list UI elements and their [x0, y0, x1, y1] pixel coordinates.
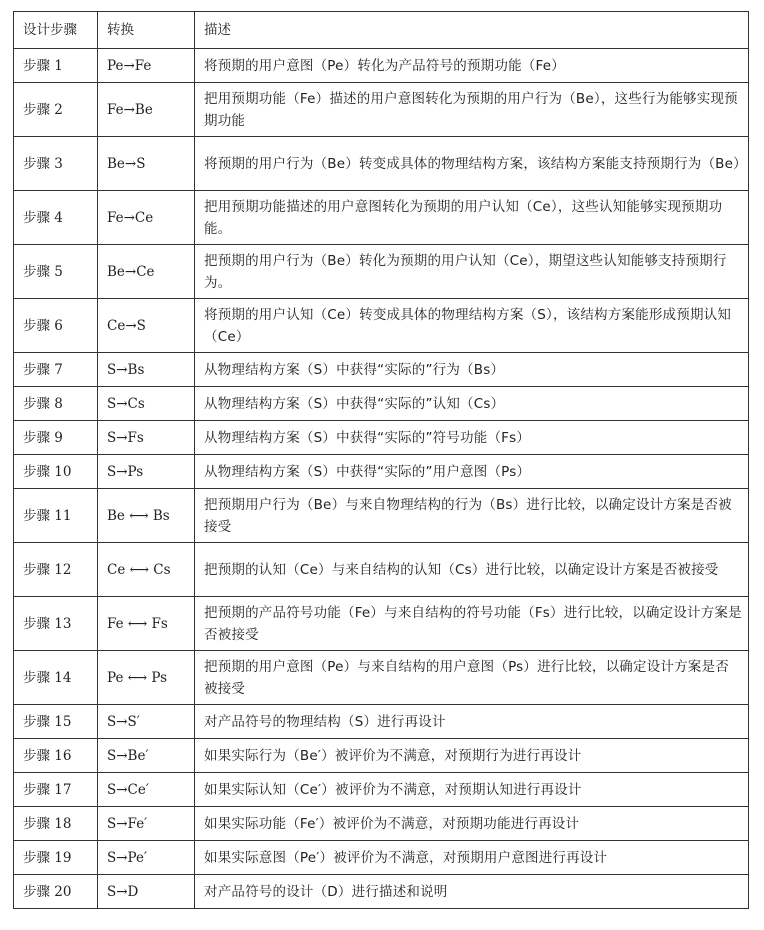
conversion-cell: Fe→Be	[98, 83, 195, 137]
step-cell: 步骤 6	[14, 299, 98, 353]
table-row	[14, 705, 749, 739]
description-cell: 把用预期功能描述的用户意图转化为预期的用户认知（Ce），这些认知能够实现预期功能。	[195, 191, 749, 245]
conversion-cell: S→Cs	[98, 387, 195, 421]
step-cell: 步骤 19	[14, 841, 98, 875]
table-row	[14, 543, 749, 597]
conversion-cell: Fe ⟷ Fs	[98, 597, 195, 651]
table-row	[14, 421, 749, 455]
table-row	[14, 773, 749, 807]
description-cell: 如果实际认知（Ce′）被评价为不满意，对预期认知进行再设计	[195, 773, 749, 807]
conversion-cell: Fe→Ce	[98, 191, 195, 245]
table-row	[14, 841, 749, 875]
conversion-cell: S→Pe′	[98, 841, 195, 875]
conversion-cell: Be→Ce	[98, 245, 195, 299]
conversion-cell: S→D	[98, 875, 195, 909]
conversion-cell: Ce ⟷ Cs	[98, 543, 195, 597]
conversion-cell: Be ⟷ Bs	[98, 489, 195, 543]
description-cell: 将预期的用户行为（Be）转变成具体的物理结构方案，该结构方案能支持预期行为（Be）	[195, 137, 749, 191]
table-row	[14, 387, 749, 421]
conversion-cell: S→Fe′	[98, 807, 195, 841]
step-cell: 步骤 18	[14, 807, 98, 841]
conversion-cell: Ce→S	[98, 299, 195, 353]
conversion-cell: S→Be′	[98, 739, 195, 773]
conversion-cell: Pe→Fe	[98, 49, 195, 83]
table-row	[14, 245, 749, 299]
description-cell: 如果实际功能（Fe′）被评价为不满意，对预期功能进行再设计	[195, 807, 749, 841]
conversion-cell: Be→S	[98, 137, 195, 191]
table-row	[14, 875, 749, 909]
description-cell: 从物理结构方案（S）中获得“实际的”认知（Cs）	[195, 387, 749, 421]
table-row	[14, 299, 749, 353]
header-row	[14, 12, 749, 49]
conversion-cell: S→Fs	[98, 421, 195, 455]
header-conversion: 转换	[98, 12, 195, 49]
conversion-cell: S→Ps	[98, 455, 195, 489]
step-cell: 步骤 5	[14, 245, 98, 299]
conversion-cell: Pe ⟷ Ps	[98, 651, 195, 705]
description-cell: 把预期的用户行为（Be）转化为预期的用户认知（Ce），期望这些认知能够支持预期行为。	[195, 245, 749, 299]
step-cell: 步骤 9	[14, 421, 98, 455]
step-cell: 步骤 15	[14, 705, 98, 739]
table-row	[14, 455, 749, 489]
description-cell: 对产品符号的设计（D）进行描述和说明	[195, 875, 749, 909]
header-design-step: 设计步骤	[14, 12, 98, 49]
conversion-cell: S→S′	[98, 705, 195, 739]
step-cell: 步骤 12	[14, 543, 98, 597]
table-row	[14, 83, 749, 137]
step-cell: 步骤 20	[14, 875, 98, 909]
design-steps-table	[13, 11, 749, 909]
table-row	[14, 191, 749, 245]
step-cell: 步骤 11	[14, 489, 98, 543]
description-cell: 从物理结构方案（S）中获得“实际的”行为（Bs）	[195, 353, 749, 387]
table-row	[14, 137, 749, 191]
step-cell: 步骤 10	[14, 455, 98, 489]
description-cell: 将预期的用户意图（Pe）转化为产品符号的预期功能（Fe）	[195, 49, 749, 83]
description-cell: 将预期的用户认知（Ce）转变成具体的物理结构方案（S），该结构方案能形成预期认知（Ce）	[195, 299, 749, 353]
description-cell: 把预期的用户意图（Pe）与来自结构的用户意图（Ps）进行比较，以确定设计方案是否被接受	[195, 651, 749, 705]
description-cell: 把用预期功能（Fe）描述的用户意图转化为预期的用户行为（Be），这些行为能够实现预期功能	[195, 83, 749, 137]
table-row	[14, 353, 749, 387]
step-cell: 步骤 8	[14, 387, 98, 421]
step-cell: 步骤 4	[14, 191, 98, 245]
table-row	[14, 49, 749, 83]
step-cell: 步骤 2	[14, 83, 98, 137]
table-body	[14, 49, 749, 909]
step-cell: 步骤 17	[14, 773, 98, 807]
description-cell: 如果实际意图（Pe′）被评价为不满意，对预期用户意图进行再设计	[195, 841, 749, 875]
description-cell: 从物理结构方案（S）中获得“实际的”用户意图（Ps）	[195, 455, 749, 489]
conversion-cell: S→Ce′	[98, 773, 195, 807]
step-cell: 步骤 7	[14, 353, 98, 387]
description-cell: 把预期用户行为（Be）与来自物理结构的行为（Bs）进行比较，以确定设计方案是否被接受	[195, 489, 749, 543]
design-steps-table-container	[13, 11, 748, 909]
table-row	[14, 597, 749, 651]
description-cell: 把预期的认知（Ce）与来自结构的认知（Cs）进行比较，以确定设计方案是否被接受	[195, 543, 749, 597]
step-cell: 步骤 1	[14, 49, 98, 83]
step-cell: 步骤 13	[14, 597, 98, 651]
table-header	[14, 12, 749, 49]
step-cell: 步骤 3	[14, 137, 98, 191]
step-cell: 步骤 14	[14, 651, 98, 705]
description-cell: 把预期的产品符号功能（Fe）与来自结构的符号功能（Fs）进行比较，以确定设计方案是否被接受	[195, 597, 749, 651]
description-cell: 对产品符号的物理结构（S）进行再设计	[195, 705, 749, 739]
description-cell: 从物理结构方案（S）中获得“实际的”符号功能（Fs）	[195, 421, 749, 455]
table-row	[14, 489, 749, 543]
step-cell: 步骤 16	[14, 739, 98, 773]
header-description: 描述	[195, 12, 749, 49]
table-row	[14, 807, 749, 841]
table-row	[14, 651, 749, 705]
table-row	[14, 739, 749, 773]
description-cell: 如果实际行为（Be′）被评价为不满意，对预期行为进行再设计	[195, 739, 749, 773]
conversion-cell: S→Bs	[98, 353, 195, 387]
